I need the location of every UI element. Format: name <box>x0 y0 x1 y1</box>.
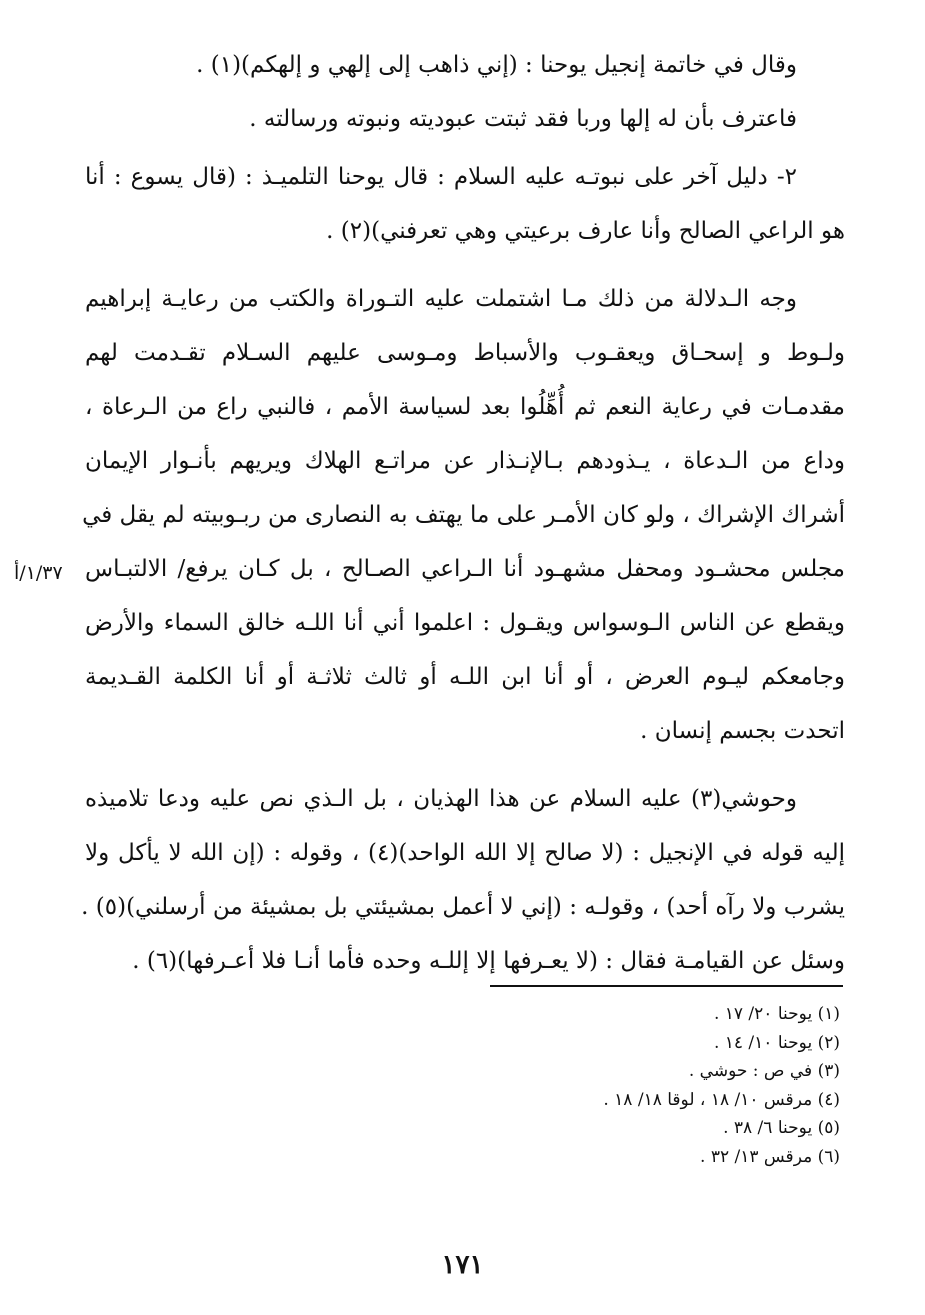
text-line: إليه قوله في الإنجيل : (لا صالح إلا الله الواحد)(٤) ، وقوله : (إن الله لا يأكل ولا <box>85 840 846 866</box>
footnote-separator <box>490 985 843 987</box>
text-line: هو الراعي الصالح وأنا عارف برعيتي وهي تعرفني)(٢) . <box>326 218 845 244</box>
footnotes <box>300 1000 840 1171</box>
footnote-item: (١) يوحنا ٢٠/ ١٧ . <box>713 1004 840 1024</box>
text-line: فاعترف بأن له إلها وربا فقد ثبتت عبوديته ونبوته ورسالته . <box>249 106 797 132</box>
text-line: اتحدت بجسم إنسان . <box>640 718 845 744</box>
text-line: وجه الـدلالة من ذلك مـا اشتملت عليه التـوراة والكتب من رعايـة إبراهيم <box>85 286 797 312</box>
page-number: ١٧١ <box>441 1250 484 1280</box>
text-line: أشراك الإشراك ، ولو كان الأمـر على ما يهتف به النصارى من ربـوبيته لم يقل في <box>82 502 845 528</box>
main-text <box>81 38 846 988</box>
footnote-item: (٤) مرقس ١٠/ ١٨ ، لوقا ١٨/ ١٨ . <box>603 1089 840 1110</box>
manuscript-folio-reference: ١/٣٧/أ <box>14 562 63 584</box>
text-line: ٢- دليل آخر على نبوتـه عليه السلام : قال يوحنا التلميـذ : (قال يسوع : أنا <box>85 164 797 190</box>
text-line: وسئل عن القيامـة فقال : (لا يعـرفها إلا إللـه وحده فأما أنـا فلا أعـرفها)(٦) . <box>132 948 845 974</box>
footnote-item: (٥) يوحنا ٦/ ٣٨ . <box>723 1118 840 1138</box>
footnote-item: (٦) مرقس ١٣/ ٣٢ . <box>700 1146 840 1167</box>
text-line: مجلس محشـود ومحفل مشهـود أنا الـراعي الصـالح ، بل كـان يرفع/ الالتبـاس <box>85 556 845 582</box>
text-line: ولـوط و إسحـاق ويعقـوب والأسباط ومـوسى عليهم السـلام تقـدمت لهم <box>85 340 845 366</box>
text-line: يشرب ولا رآه أحد) ، وقولـه : (إني لا أعمل بمشيئتي بل بمشيئة من أرسلني)(٥) . <box>81 894 845 920</box>
text-line: ويقطع عن الناس الـوسواس ويقـول : اعلموا أني أنا اللـه خالق السماء والأرض <box>85 610 845 636</box>
text-line: وقال في خاتمة إنجيل يوحنا : (إني ذاهب إلى إلهي و إلهكم)(١) . <box>196 52 797 78</box>
footnote-item: (٣) في ص : حوشي . <box>688 1061 840 1081</box>
text-line: وداع من الـدعاة ، يـذودهم بـالإنـذار عن مراتـع الهلاك ويريهم بأنـوار الإيمان <box>85 448 845 474</box>
footnote-item: (٢) يوحنا ١٠/ ١٤ . <box>713 1032 840 1053</box>
text-line: وحوشي(٣) عليه السلام عن هذا الهذيان ، بل الـذي نص عليه ودعا تلاميذه <box>85 786 797 812</box>
text-line: مقدمـات في رعاية النعم ثم أُهِّلُوا بعد لسياسة الأمم ، فالنبي راع من الـرعاة ، <box>85 394 845 420</box>
text-line: وجامعكم ليـوم العرض ، أو أنا ابن اللـه أو ثالث ثلاثـة أو أنا الكلمة القـديمة <box>85 664 845 690</box>
